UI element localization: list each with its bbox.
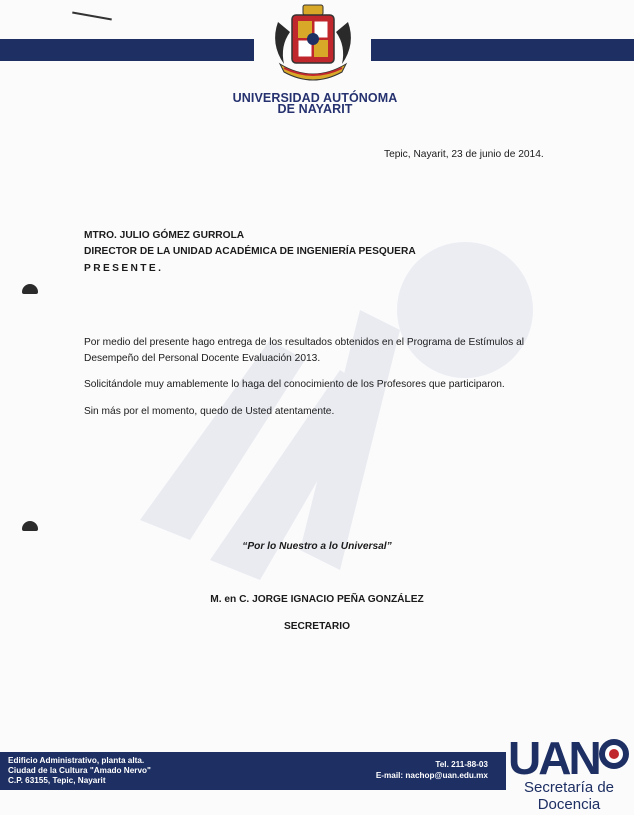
header-bar-right bbox=[371, 39, 634, 61]
footer-phone: Tel. 211-88-03 bbox=[435, 760, 488, 769]
university-name-line1: UNIVERSIDAD AUTÓNOMA bbox=[232, 91, 398, 105]
punch-hole-mark bbox=[22, 284, 38, 294]
uan-logo bbox=[506, 730, 634, 780]
header-bar-left bbox=[0, 39, 254, 61]
signer-title: SECRETARIO bbox=[283, 621, 351, 632]
body-paragraph-3: Sin más por el momento, quedo de Usted atentamente. bbox=[84, 406, 335, 417]
body-paragraph-1-line-2: Desempeño del Personal Docente Evaluación 2013. bbox=[84, 353, 321, 364]
uan-logo-text: UAN bbox=[508, 732, 599, 780]
footer-address-line2: Ciudad de la Cultura "Amado Nervo" bbox=[8, 766, 151, 775]
footer-address-line3: C.P. 63155, Tepic, Nayarit bbox=[8, 776, 106, 785]
punch-hole-mark bbox=[22, 521, 38, 531]
recipient-name: MTRO. JULIO GÓMEZ GURROLA bbox=[84, 230, 245, 241]
department-name-line2: Docencia bbox=[537, 796, 601, 813]
footer-email: E-mail: nachop@uan.edu.mx bbox=[375, 771, 488, 780]
signer-name: M. en C. JORGE IGNACIO PEÑA GONZÁLEZ bbox=[210, 594, 424, 605]
footer-address-line1: Edificio Administrativo, planta alta. bbox=[8, 756, 145, 765]
body-paragraph-1-line-1: Por medio del presente hago entrega de los resultados obtenidos en el Programa de Estímulos al bbox=[84, 337, 525, 348]
university-name-line2: DE NAYARIT bbox=[277, 102, 353, 116]
pen-mark bbox=[72, 12, 112, 21]
department-name-line1: Secretaría de bbox=[523, 779, 615, 796]
motto: “Por lo Nuestro a lo Universal” bbox=[242, 541, 392, 552]
letter-date: Tepic, Nayarit, 23 de junio de 2014. bbox=[384, 149, 544, 160]
recipient-title: DIRECTOR DE LA UNIDAD ACADÉMICA DE INGENIERÍA PESQUERA bbox=[84, 246, 416, 257]
body-paragraph-2: Solicitándole muy amablemente lo haga del conocimiento de los Profesores que participaron. bbox=[84, 379, 505, 390]
university-seal-icon bbox=[270, 2, 356, 84]
recipient-salutation: PRESENTE. bbox=[84, 263, 164, 274]
